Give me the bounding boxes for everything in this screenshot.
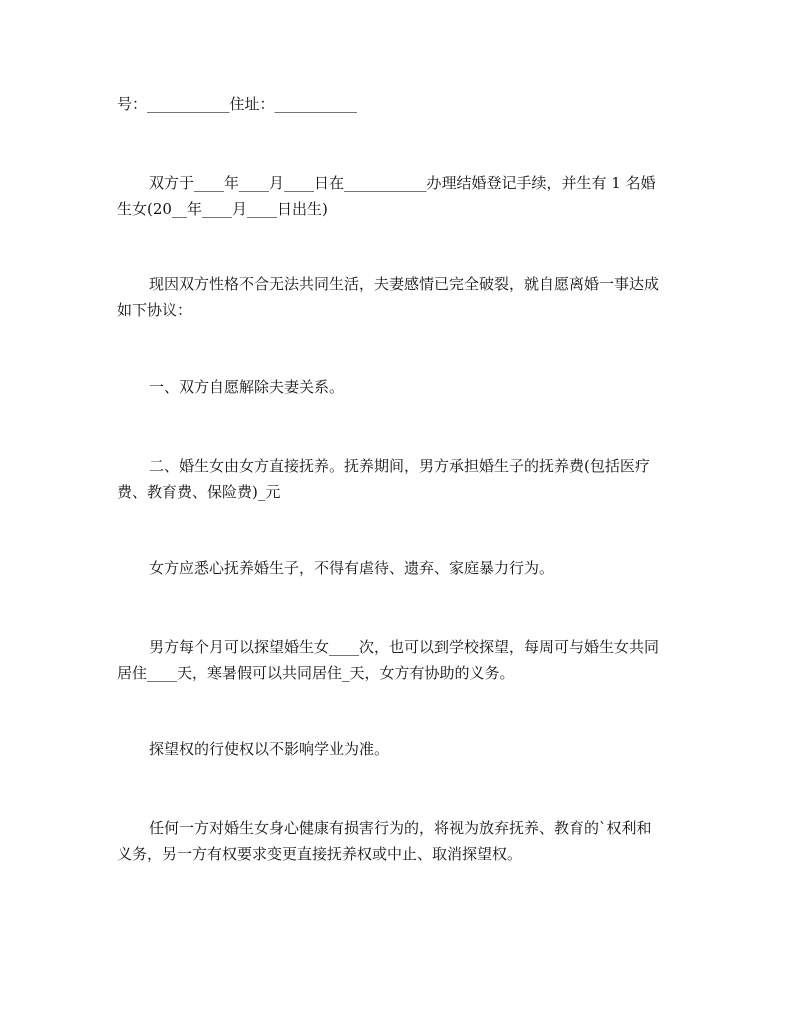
reason-line-2: 如下协议： [117,301,193,319]
clause-2-paragraph [117,453,687,505]
reason-line-1: 现因双方性格不合无法共同生活，夫妻感情已完全破裂，就自愿离婚一事达成 [149,275,660,293]
clause-1-paragraph [117,374,687,400]
visitation-line-2: 居住____天，寒暑假可以共同居住_天，女方有协助的义务。 [117,664,515,682]
id-address-text: 号：___________住址：___________ [117,95,358,113]
marriage-line-2: 生女(20__年____月____日出生) [117,200,328,218]
care-paragraph [117,555,687,581]
visitation-rule-text: 探望权的行使权以不影响学业为准。 [149,740,390,758]
id-address-line [117,91,687,117]
harm-line-2: 义务，另一方有权要求变更直接抚养权或中止、取消探望权。 [117,845,523,863]
clause-2-line-1: 二、婚生女由女方直接抚养。抚养期间，男方承担婚生子的抚养费(包括医疗 [149,457,650,475]
visitation-paragraph [117,634,687,686]
marriage-line-1: 双方于____年____月____日在___________办理结婚登记手续，并生有 1 名婚 [149,174,656,192]
harm-clause-paragraph [117,815,687,867]
clause-2-line-2: 费、教育费、保险费)_元 [117,483,281,501]
visitation-rule-paragraph [117,736,687,762]
harm-line-1: 任何一方对婚生女身心健康有损害行为的，将视为放弃抚养、教育的`权利和 [149,819,652,837]
marriage-registration-paragraph [117,170,687,222]
visitation-line-1: 男方每个月可以探望婚生女____次，也可以到学校探望，每周可与婚生女共同 [149,638,660,656]
clause-1-text: 一、双方自愿解除夫妻关系。 [149,378,345,396]
divorce-reason-paragraph [117,271,687,323]
care-text: 女方应悉心抚养婚生子，不得有虐待、遗弃、家庭暴力行为。 [149,559,555,577]
